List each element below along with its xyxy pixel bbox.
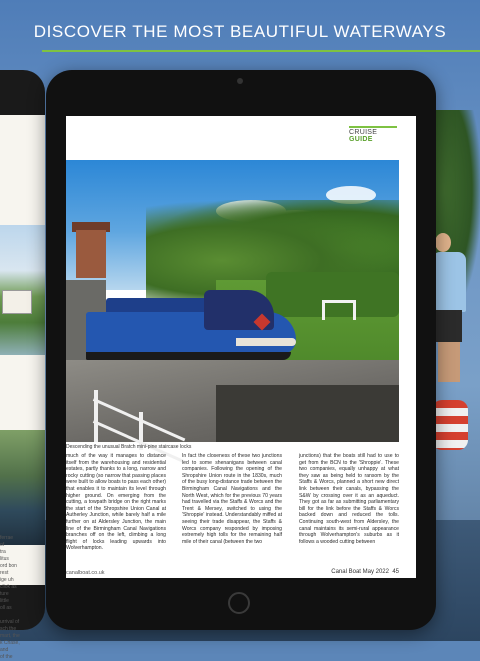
boat-stripe xyxy=(236,338,296,346)
back-page-line: urrival of xyxy=(0,619,20,625)
narrowboat xyxy=(86,290,296,375)
footer-issue: Canal Boat May 2022 45 xyxy=(331,569,399,575)
man-shorts xyxy=(434,310,462,342)
man-legs xyxy=(438,342,460,382)
back-page-line: little xyxy=(0,598,9,604)
article-column-2: In fact the closeness of these two junctions led to some shenanigans between canal companies. Following the opening of the Shropshire Union route in the 1830s, much of the busy long-distance trade between the Birmingham Canal Navigations and the North West, which for the previous 70 years had travelled via the Staffs & Worcs and the Trent & Mersey, switched to using the 'Shroppie' instead. Understandably miffed at seeing their trade disappear, the Staffs & Worcs company responded by imposing extremely high tolls for the remaining half mile of their canal (between the two xyxy=(182,453,282,545)
back-page-line: ord bon xyxy=(0,563,17,569)
back-page-line: and xyxy=(0,647,9,653)
magazine-page[interactable] xyxy=(66,116,416,578)
back-page-line xyxy=(0,612,45,619)
man-figure xyxy=(432,230,480,410)
tablet-device xyxy=(46,70,436,630)
man-shirt xyxy=(432,252,466,312)
back-page-line: ige uh xyxy=(0,577,14,583)
back-house xyxy=(2,290,32,314)
headline: DISCOVER THE MOST BEAUTIFUL WATERWAYS xyxy=(33,22,447,41)
footer-url: canalboat.co.uk xyxy=(66,570,105,576)
back-page-line: tra xyxy=(0,549,6,555)
life-buoy xyxy=(432,400,468,450)
man-head xyxy=(435,233,451,252)
photo-caption: Descending the unusual Bratch mini-pine staircase locks xyxy=(66,444,192,450)
photo-bench xyxy=(322,300,356,320)
back-tablet xyxy=(0,70,45,660)
headline-rule xyxy=(42,50,480,52)
lock-house xyxy=(76,230,106,278)
back-page-line: of xyxy=(0,542,5,548)
back-page-line: k Chase, xyxy=(0,640,20,646)
back-page-line: oll as xyxy=(0,605,12,611)
article-column-3: junctions) that the boats still had to use to get from the BCN to the 'Shroppie'. These two companies, equally unhappy at what they saw as being held to ransom by the Staffs & Worcs, planned a short new direct link between their canals, bypassing the S&W by crossing over it as an aqueduct. They got as far as submitting parliamentary bill for the link before the Staffs & Worcs backed down and reduced the tolls. Continuing south-west from Aldersley, the canal maintains its semi-rural appearance through Wolverhampton's suburbs as it follows a wooded cutting between xyxy=(299,453,399,545)
section-tag-bar xyxy=(349,126,397,128)
home-button[interactable] xyxy=(228,592,250,614)
boat-bottom xyxy=(86,352,291,360)
back-page-line: litus xyxy=(0,556,9,562)
back-page-text xyxy=(0,535,45,661)
back-page-line: rest xyxy=(0,570,9,576)
lock-railing xyxy=(94,390,214,450)
section-tag xyxy=(349,126,397,143)
photo-water xyxy=(216,385,399,442)
back-page-line: mart, the xyxy=(0,633,20,639)
back-page-line: of the xyxy=(0,654,13,660)
camera-icon xyxy=(237,78,243,84)
back-page-line: ture xyxy=(0,591,9,597)
article-columns xyxy=(66,453,399,563)
back-page-line: ferrae xyxy=(0,535,14,541)
back-page-line: sch the xyxy=(0,626,17,632)
back-photo-boats xyxy=(0,430,45,545)
back-page-line: cliok as xyxy=(0,584,17,590)
lock-photo xyxy=(66,160,399,442)
back-tablet-screen xyxy=(0,115,45,660)
article-column-1: much of the way it manages to distance itself from the warehousing and residential estates, partly thanks to a long, narrow and rocky cutting (so narrow that passing places were built to allow boats to pass each other) that enables it to maintain its level through higher ground. On emerging from the cutting, a towpath bridge on the right marks the start of the Shropshire Union Canal at Autherley Junction, while barely half a mile further on at Aldersley Junction, the main line of the Birmingham Canal Navigations branches off on the left, climbing a long flight of locks leading upwards into Wolverhampton. xyxy=(66,453,166,552)
section-tag-text: CRUISE GUIDE xyxy=(349,129,378,143)
